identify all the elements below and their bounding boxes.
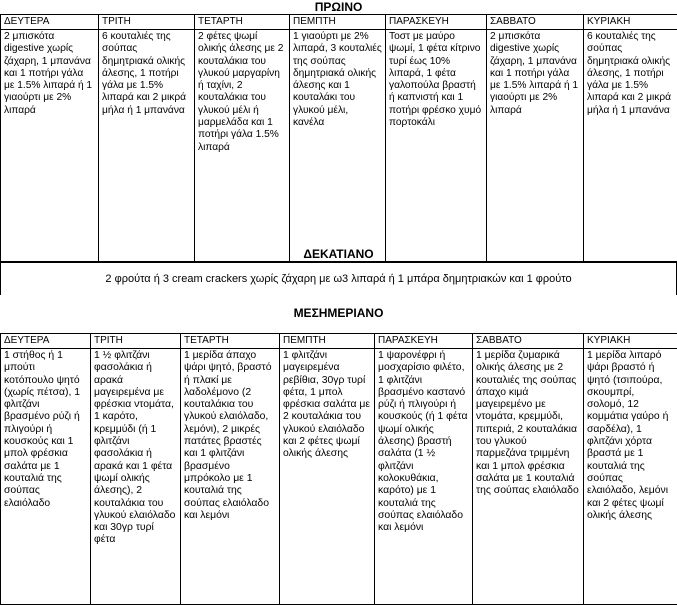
lunch-meal-wednesday: 1 μερίδα άπαχο ψάρι ψητό, βραστό ή πλακί με λαδολέμονο (2 κουταλάκια του γλυκού ελαιόλαδο, λεμόνι), 2 μικρές πατάτες βραστές και 1 φλιτζάνι βρασμένο μπρόκολο με 1 κουταλιά της σούπας ελαιόλαδο και λεμόνι [181, 349, 280, 605]
lunch-table [0, 333, 677, 605]
breakfast-day-wednesday: ΤΕΤΑΡΤΗ [195, 15, 290, 30]
breakfast-meal-wednesday: 2 φέτες ψωμί ολικής άλεσης με 2 κουταλάκια του γλυκού μαργαρίνη ή ταχίνι, 2 κουταλάκια του γλυκού μέλι ή μαρμελάδα και 1 ποτήρι γάλα 1.5% λιπαρά [195, 30, 290, 262]
snack-title: ΔΕΚΑΤΙΑΝΟ [303, 247, 374, 261]
breakfast-day-thursday: ΠΕΜΠΤΗ [290, 15, 386, 30]
breakfast-meal-tuesday: 6 κουταλιές της σούπας δημητριακά ολικής άλεσης, 1 ποτήρι γάλα με 1.5% λιπαρά και 2 μικρά μήλα ή 1 μπανάνα [99, 30, 195, 262]
lunch-meal-thursday: 1 φλιτζάνι μαγειρεμένα ρεβίθια, 30γρ τυρί φέτα, 1 μπολ φρέσκια σαλάτα με 2 κουταλάκια του γλυκού ελαιόλαδο και 2 φέτες ψωμί ολικής άλεσης [280, 349, 375, 605]
lunch-day-friday: ΠΑΡΑΣΚΕΥΗ [375, 334, 473, 349]
breakfast-meal-thursday: 1 γιαούρτι με 2% λιπαρά, 3 κουταλιές της σούπας δημητριακά ολικής άλεσης και 1 κουταλάκι του γλυκού μέλι, κανέλα [290, 30, 386, 262]
lunch-meal-saturday: 1 μερίδα ζυμαρικά ολικής άλεσης με 2 κουταλιές της σούπας άπαχο κιμά μαγειρεμένο με ντομάτα, κρεμμύδι, πιπεριά, 2 κουταλάκια του γλυκού παρμεζάνα τριμμένη και 1 μπολ φρέσκια σαλάτα με 1 κουταλιά της σούπας ελαιόλαδο [473, 349, 584, 605]
breakfast-title: ΠΡΩΙΝΟ [314, 0, 363, 14]
lunch-day-saturday: ΣΑΒΒΑΤΟ [473, 334, 584, 349]
lunch-day-wednesday: ΤΕΤΑΡΤΗ [181, 334, 280, 349]
lunch-meal-monday: 1 στήθος ή 1 μπούτι κοτόπουλο ψητό (χωρίς πέτσα), 1 φλιτζάνι βρασμένο ρύζι ή πλιγούρι ή κουσκούς και 1 μπολ φρέσκια σαλάτα με 1 κουταλιά της σούπας ελαιόλαδο [1, 349, 91, 605]
breakfast-day-sunday: ΚΥΡΙΑΚΗ [584, 15, 677, 30]
breakfast-meal-sunday: 6 κουταλιές της σούπας δημητριακά ολικής άλεσης, 1 ποτήρι γάλα με 1.5% λιπαρά και 2 μικρά μήλα ή 1 μπανάνα [584, 30, 677, 262]
lunch-day-thursday: ΠΕΜΠΤΗ [280, 334, 375, 349]
breakfast-table [0, 14, 677, 262]
breakfast-meal-saturday: 2 μπισκότα digestive χωρίς ζάχαρη, 1 μπανάνα και 1 ποτήρι γάλα με 1.5% λιπαρά ή 1 γιαούρτι με 2% λιπαρά [487, 30, 584, 262]
breakfast-day-tuesday: ΤΡΙΤΗ [99, 15, 195, 30]
lunch-day-tuesday: ΤΡΙΤΗ [91, 334, 181, 349]
breakfast-day-monday: ΔΕΥΤΕΡΑ [1, 15, 99, 30]
lunch-meal-tuesday: 1 ½ φλιτζάνι φασολάκια ή αρακά μαγειρεμένα με φρέσκια ντομάτα, 1 καρότο, κρεμμύδι (ή 1 φλιτζάνι φασολάκια ή αρακά και 1 φέτα ψωμί ολικής άλεσης), 2 κουταλάκια του γλυκού ελαιόλαδο και 30γρ τυρί φέτα [91, 349, 181, 605]
snack-text: 2 φρούτα ή 3 cream crackers χωρίς ζάχαρη με ω3 λιπαρά ή 1 μπάρα δημητριακών και 1 φρούτο [105, 273, 572, 285]
breakfast-day-saturday: ΣΑΒΒΑΤΟ [487, 15, 584, 30]
lunch-meal-sunday: 1 μερίδα λιπαρό ψάρι βραστό ή ψητό (τσιπούρα, σκουμπρί, σολομό, 12 κομμάτια γαύρο ή σαρδέλα), 1 φλιτζάνι χόρτα βραστά με 1 κουταλιά της σούπας ελαιόλαδο, λεμόνι και 2 φέτες ψωμί ολικής άλεσης [584, 349, 677, 605]
breakfast-meal-friday: Τοστ με μαύρο ψωμί, 1 φέτα κίτρινο τυρί έως 10% λιπαρά, 1 φέτα γαλοπούλα βραστή ή καπνιστή και 1 ποτήρι φρέσκο χυμό πορτοκάλι [386, 30, 487, 262]
breakfast-meal-monday: 2 μπισκότα digestive χωρίς ζάχαρη, 1 μπανάνα και 1 ποτήρι γάλα με 1.5% λιπαρά ή 1 γιαούρτι με 2% λιπαρά [1, 30, 99, 262]
lunch-day-sunday: ΚΥΡΙΑΚΗ [584, 334, 677, 349]
breakfast-day-friday: ΠΑΡΑΣΚΕΥΗ [386, 15, 487, 30]
lunch-title: ΜΕΣΗΜΕΡΙΑΝΟ [293, 306, 384, 320]
lunch-day-monday: ΔΕΥΤΕΡΑ [1, 334, 91, 349]
lunch-meal-friday: 1 ψαρονέφρι ή μοσχαρίσιο φιλέτο, 1 φλιτζάνι βρασμένο καστανό ρύζι ή πλιγούρι ή κουσκούς (ή 1 φέτα ψωμί ολικής άλεσης) βραστή σαλάτα (1 ½ φλιτζάνι κολοκυθάκια, καρότο) με 1 κουταλιά της σούπας ελαιόλαδο και λεμόνι [375, 349, 473, 605]
